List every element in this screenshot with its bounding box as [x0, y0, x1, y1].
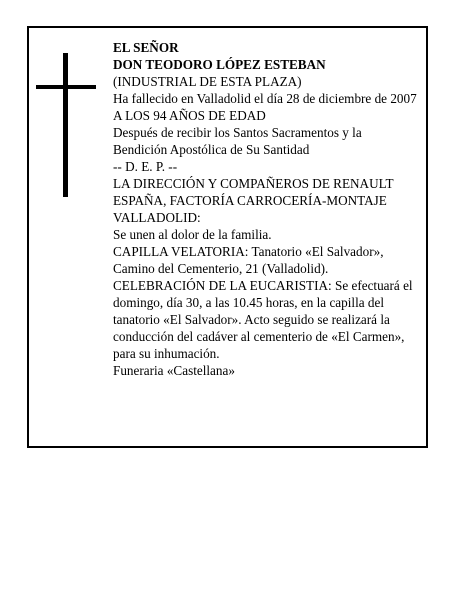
age-statement: A LOS 94 AÑOS DE EDAD [113, 108, 266, 123]
sacraments-statement: Después de recibir los Santos Sacramentos y la Bendición Apostólica de Su Santidad [113, 125, 362, 157]
cross-vertical-bar [63, 53, 68, 197]
death-statement: Ha fallecido en Valladolid el día 28 de diciembre de 2007 [113, 91, 417, 106]
cross-horizontal-bar [36, 85, 96, 89]
rip-line: -- D. E. P. -- [113, 159, 178, 174]
obituary-text [113, 39, 418, 379]
condolence-statement: Se unen al dolor de la familia. [113, 227, 272, 242]
deceased-name: DON TEODORO LÓPEZ ESTEBAN [113, 57, 326, 72]
notice-title: EL SEÑOR [113, 40, 179, 55]
chapel-info: CAPILLA VELATORIA: Tanatorio «El Salvador», Camino del Cementerio, 21 (Valladolid). [113, 244, 384, 276]
mourners-statement: LA DIRECCIÓN Y COMPAÑEROS DE RENAULT ESPAÑA, FACTORÍA CARROCERÍA-MONTAJE VALLADOLID: [113, 176, 394, 225]
ceremony-info: CELEBRACIÓN DE LA EUCARISTIA: Se efectuará el domingo, día 30, a las 10.45 horas, en la capilla del tanatorio «El Salvador». Acto seguido se realizará la conducción del cadáver al cementerio de «El Carmen», para su inhumación. [113, 278, 413, 361]
funeral-home: Funeraria «Castellana» [113, 363, 235, 378]
deceased-occupation: (INDUSTRIAL DE ESTA PLAZA) [113, 74, 302, 89]
cross-icon [36, 53, 96, 197]
